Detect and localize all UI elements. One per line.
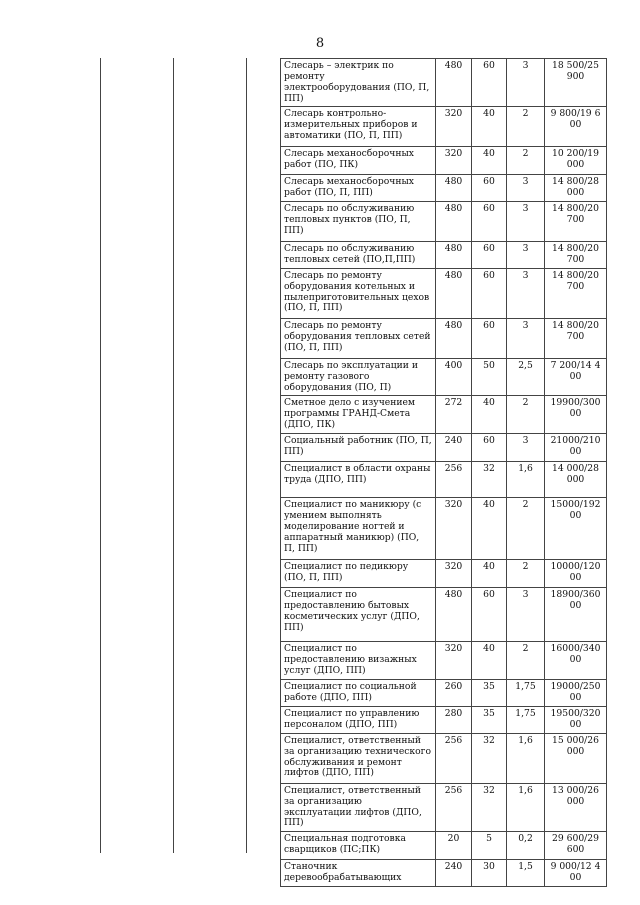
table-row — [281, 358, 607, 396]
table-row — [281, 318, 607, 358]
hours-cell: 320 — [436, 642, 472, 680]
months-cell: 1,5 — [507, 860, 545, 887]
months-cell: 3 — [507, 318, 545, 358]
table-row — [281, 59, 607, 107]
fee-cell: 14 800/20 700 — [545, 318, 607, 358]
table-row — [281, 242, 607, 269]
fee-cell: 21000/21000 — [545, 434, 607, 462]
weeks-cell: 50 — [472, 358, 507, 396]
hours-cell: 480 — [436, 59, 472, 107]
table-row — [281, 560, 607, 588]
hours-cell: 480 — [436, 588, 472, 642]
hours-cell: 256 — [436, 733, 472, 783]
program-name-cell: Сметное дело с изучением программы ГРАНД-Смета (ДПО, ПК) — [281, 396, 436, 434]
weeks-cell: 40 — [472, 107, 507, 147]
months-cell: 3 — [507, 434, 545, 462]
weeks-cell: 35 — [472, 680, 507, 707]
weeks-cell: 40 — [472, 396, 507, 434]
hours-cell: 20 — [436, 832, 472, 860]
table-row — [281, 175, 607, 202]
program-name-cell: Специалист по предоставлению визажных услуг (ДПО, ПП) — [281, 642, 436, 680]
table-row — [281, 147, 607, 175]
weeks-cell: 40 — [472, 147, 507, 175]
fee-cell: 14 800/28 000 — [545, 175, 607, 202]
months-cell: 0,2 — [507, 832, 545, 860]
fee-cell: 15000/19200 — [545, 498, 607, 560]
fee-cell: 19000/25000 — [545, 680, 607, 707]
hours-cell: 320 — [436, 560, 472, 588]
table-row — [281, 268, 607, 318]
fee-cell: 18 500/25 900 — [545, 59, 607, 107]
page-number: 8 — [315, 36, 325, 51]
weeks-cell: 40 — [472, 642, 507, 680]
column-rule-1 — [100, 58, 101, 853]
weeks-cell: 32 — [472, 733, 507, 783]
weeks-cell: 35 — [472, 707, 507, 734]
weeks-cell: 60 — [472, 242, 507, 269]
months-cell: 2 — [507, 396, 545, 434]
months-cell: 1,6 — [507, 733, 545, 783]
weeks-cell: 60 — [472, 268, 507, 318]
table-row — [281, 642, 607, 680]
table-row — [281, 462, 607, 498]
table-row — [281, 733, 607, 783]
program-name-cell: Слесарь по обслуживанию тепловых сетей (ПО,П,ПП) — [281, 242, 436, 269]
program-name-cell: Слесарь по обслуживанию тепловых пунктов (ПО, П, ПП) — [281, 202, 436, 242]
hours-cell: 480 — [436, 268, 472, 318]
table-row — [281, 202, 607, 242]
months-cell: 1,6 — [507, 462, 545, 498]
program-name-cell: Слесарь – электрик по ремонту электрооборудования (ПО, П, ПП) — [281, 59, 436, 107]
hours-cell: 280 — [436, 707, 472, 734]
months-cell: 3 — [507, 59, 545, 107]
program-name-cell: Слесарь по эксплуатации и ремонту газового оборудования (ПО, П) — [281, 358, 436, 396]
weeks-cell: 40 — [472, 560, 507, 588]
program-name-cell: Специалист по социальной работе (ДПО, ПП) — [281, 680, 436, 707]
months-cell: 2 — [507, 642, 545, 680]
program-name-cell: Специалист по педикюру (ПО, П, ПП) — [281, 560, 436, 588]
table-row — [281, 107, 607, 147]
fee-cell: 10000/12000 — [545, 560, 607, 588]
weeks-cell: 5 — [472, 832, 507, 860]
table-row — [281, 434, 607, 462]
program-name-cell: Специалист, ответственный за организацию эксплуатации лифтов (ДПО, ПП) — [281, 783, 436, 831]
fee-cell: 19900/30000 — [545, 396, 607, 434]
program-name-cell: Специалист по маникюру (с умением выполнять моделирование ногтей и аппаратный маникюр) (ПО, П, ПП) — [281, 498, 436, 560]
months-cell: 2 — [507, 107, 545, 147]
weeks-cell: 40 — [472, 498, 507, 560]
fee-cell: 14 800/20 700 — [545, 268, 607, 318]
months-cell: 1,6 — [507, 783, 545, 831]
fee-cell: 16000/34000 — [545, 642, 607, 680]
fee-cell: 7 200/14 400 — [545, 358, 607, 396]
fee-cell: 9 800/19 600 — [545, 107, 607, 147]
hours-cell: 480 — [436, 242, 472, 269]
weeks-cell: 32 — [472, 783, 507, 831]
hours-cell: 240 — [436, 860, 472, 887]
hours-cell: 320 — [436, 498, 472, 560]
table-row — [281, 396, 607, 434]
table-row — [281, 707, 607, 734]
hours-cell: 320 — [436, 107, 472, 147]
fee-cell: 19500/32000 — [545, 707, 607, 734]
program-name-cell: Специальная подготовка сварщиков (ПС;ПК) — [281, 832, 436, 860]
table-row — [281, 860, 607, 887]
months-cell: 3 — [507, 202, 545, 242]
hours-cell: 256 — [436, 462, 472, 498]
months-cell: 2,5 — [507, 358, 545, 396]
table-row — [281, 783, 607, 831]
months-cell: 2 — [507, 147, 545, 175]
table-row — [281, 588, 607, 642]
table-row — [281, 680, 607, 707]
weeks-cell: 60 — [472, 59, 507, 107]
fee-cell: 13 000/26 000 — [545, 783, 607, 831]
program-name-cell: Специалист по предоставлению бытовых косметических услуг (ДПО, ПП) — [281, 588, 436, 642]
program-name-cell: Слесарь контрольно-измерительных приборов и автоматики (ПО, П, ПП) — [281, 107, 436, 147]
column-rule-2 — [173, 58, 174, 853]
hours-cell: 400 — [436, 358, 472, 396]
hours-cell: 256 — [436, 783, 472, 831]
table-row — [281, 498, 607, 560]
program-name-cell: Станочник деревообрабатывающих — [281, 860, 436, 887]
program-name-cell: Слесарь механосборочных работ (ПО, П, ПП) — [281, 175, 436, 202]
months-cell: 3 — [507, 588, 545, 642]
fee-cell: 15 000/26 000 — [545, 733, 607, 783]
weeks-cell: 30 — [472, 860, 507, 887]
months-cell: 2 — [507, 498, 545, 560]
weeks-cell: 60 — [472, 202, 507, 242]
fee-cell: 14 000/28 000 — [545, 462, 607, 498]
program-name-cell: Специалист, ответственный за организацию технического обслуживания и ремонт лифтов (ДПО, ПП) — [281, 733, 436, 783]
months-cell: 1,75 — [507, 680, 545, 707]
hours-cell: 480 — [436, 202, 472, 242]
fee-cell: 18900/36000 — [545, 588, 607, 642]
fee-cell: 10 200/19 000 — [545, 147, 607, 175]
months-cell: 1,75 — [507, 707, 545, 734]
weeks-cell: 32 — [472, 462, 507, 498]
program-name-cell: Слесарь механосборочных работ (ПО, ПК) — [281, 147, 436, 175]
program-name-cell: Слесарь по ремонту оборудования котельных и пылеприготовительных цехов (ПО, П, ПП) — [281, 268, 436, 318]
hours-cell: 320 — [436, 147, 472, 175]
months-cell: 2 — [507, 560, 545, 588]
weeks-cell: 60 — [472, 434, 507, 462]
fee-cell: 14 800/20 700 — [545, 242, 607, 269]
programs-table-body — [281, 59, 607, 887]
hours-cell: 272 — [436, 396, 472, 434]
fee-cell: 14 800/20 700 — [545, 202, 607, 242]
fee-cell: 9 000/12 400 — [545, 860, 607, 887]
programs-table — [280, 58, 607, 887]
weeks-cell: 60 — [472, 318, 507, 358]
program-name-cell: Социальный работник (ПО, П, ПП) — [281, 434, 436, 462]
hours-cell: 480 — [436, 318, 472, 358]
program-name-cell: Специалист по управлению персоналом (ДПО, ПП) — [281, 707, 436, 734]
months-cell: 3 — [507, 242, 545, 269]
table-row — [281, 832, 607, 860]
program-name-cell: Специалист в области охраны труда (ДПО, ПП) — [281, 462, 436, 498]
programs-table-wrap — [280, 58, 606, 887]
weeks-cell: 60 — [472, 175, 507, 202]
hours-cell: 240 — [436, 434, 472, 462]
hours-cell: 260 — [436, 680, 472, 707]
weeks-cell: 60 — [472, 588, 507, 642]
months-cell: 3 — [507, 175, 545, 202]
fee-cell: 29 600/29 600 — [545, 832, 607, 860]
program-name-cell: Слесарь по ремонту оборудования тепловых сетей (ПО, П, ПП) — [281, 318, 436, 358]
months-cell: 3 — [507, 268, 545, 318]
hours-cell: 480 — [436, 175, 472, 202]
column-rule-3 — [246, 58, 247, 853]
